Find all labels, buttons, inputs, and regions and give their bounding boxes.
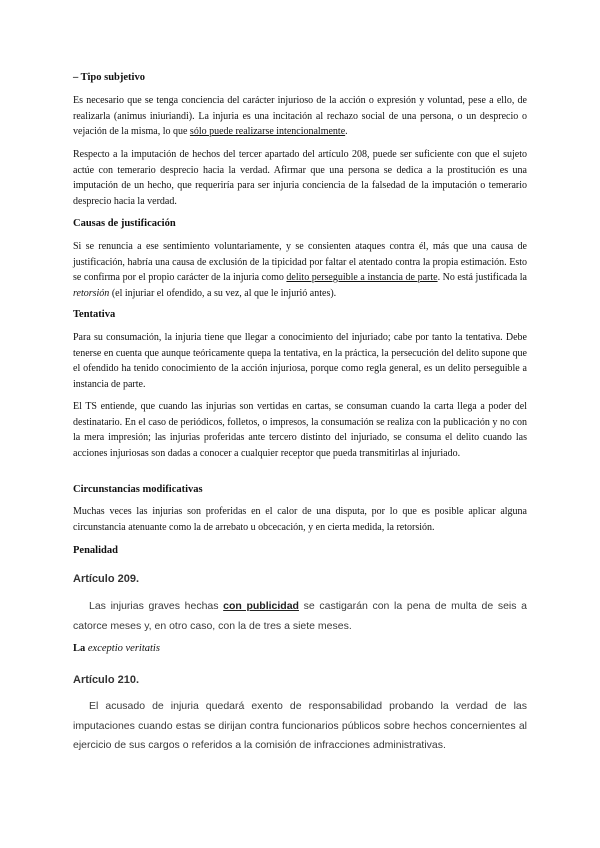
heading-tipo-subjetivo: – Tipo subjetivo bbox=[73, 72, 145, 83]
paragraph-articulo-210: El acusado de injuria quedará exento de responsabilidad probando la verdad de las imputaciones cuando estas se dirijan contra funcionarios públicos sobre hechos concernientes al ejercicio de sus cargos o referidos a la comisión de infracciones administrativas. bbox=[73, 700, 527, 751]
underlined-bold-text: con publicidad bbox=[223, 600, 299, 612]
underlined-text: delito perseguible a instancia de parte bbox=[286, 272, 438, 283]
heading-articulo-210: Artículo 210. bbox=[73, 674, 140, 686]
heading-penalidad: Penalidad bbox=[73, 545, 118, 556]
paragraph-tentativa-1: Para su consumación, la injuria tiene que llegar a conocimiento del injuriado; cabe por tanto la tentativa. Debe tenerse en cuenta que aunque teóricamente quepa la tentativa, en la práctica, la persecución del delito supone que el ofendido ha tenido conocimiento de la acción injuriosa, porque como regla general, es un delito perseguible a instancia de parte. bbox=[73, 332, 527, 390]
heading-articulo-209: Artículo 209. bbox=[73, 573, 140, 585]
paragraph-tentativa-2: El TS entiende, que cuando las injurias son vertidas en cartas, se consuman cuando la carta llega a poder del destinatario. En el caso de periódicos, folletos, o impresos, la consumación se realiza con la publicación y no con la mera impresión; las injurias proferidas ante tercero distinto del injuriado, se consuma el delito cuando las acciones injuriosas son dadas a conocer a cualquier receptor que pueda transmitirlas al injuriado. bbox=[73, 401, 527, 459]
italic-text: exceptio veritatis bbox=[87, 643, 160, 654]
heading-exceptio-veritatis bbox=[73, 643, 527, 654]
paragraph-causas bbox=[73, 239, 527, 301]
text: Es necesario que se tenga conciencia del carácter injurioso de la acción o expresión y voluntad, pese a ello, de realizarla (animus iniuriandi). La injuria es una incitación al rechazo social de una persona, o un desprecio o vejación de la misma, lo que bbox=[73, 95, 527, 137]
text: . bbox=[345, 126, 348, 137]
paragraph-tipo-subjetivo-2: Respecto a la imputación de hechos del tercer apartado del artículo 208, puede ser suficiente con que el sujeto actúe con temerario desprecio hacia la verdad. Afirmar que una persona se dedica a la prostitución es una imputación de un hecho, que requeriría para ser injuria conciencia de la falsedad de la imputación o temerario desprecio hacia la verdad. bbox=[73, 149, 527, 207]
text: Si se renuncia a ese sentimiento voluntariamente, y se consienten ataques contra él, más que una causa de justificación, habría una causa de exclusión de la tipicidad por faltar el atentado contra la propia estimación. Esto se confirma por el propio carácter de la injuria como bbox=[73, 241, 527, 283]
underlined-text: sólo puede realizarse intencionalmente bbox=[189, 126, 346, 137]
italic-text: retorsión bbox=[73, 287, 110, 299]
text: La bbox=[73, 643, 88, 654]
heading-causas: Causas de justificación bbox=[73, 218, 176, 229]
text: (el injuriar el ofendido, a su vez, al que le injurió antes). bbox=[109, 287, 337, 299]
heading-circunstancias: Circunstancias modificativas bbox=[73, 484, 203, 495]
paragraph-tipo-subjetivo-1 bbox=[73, 93, 527, 140]
text: . No está justificada la bbox=[437, 272, 527, 283]
paragraph-articulo-209 bbox=[73, 597, 527, 636]
paragraph-circunstancias: Muchas veces las injurias son proferidas en el calor de una disputa, por lo que es posible aplicar alguna circunstancia atenuante como la de arrebato u obcecación, y en cierta medida, la retorsión. bbox=[73, 506, 527, 533]
text: se castigarán con la pena de multa de seis a catorce meses y, en otro caso, con la de tres a siete meses. bbox=[73, 600, 527, 632]
heading-tentativa: Tentativa bbox=[73, 309, 116, 320]
text: Las injurias graves hechas bbox=[89, 600, 224, 612]
